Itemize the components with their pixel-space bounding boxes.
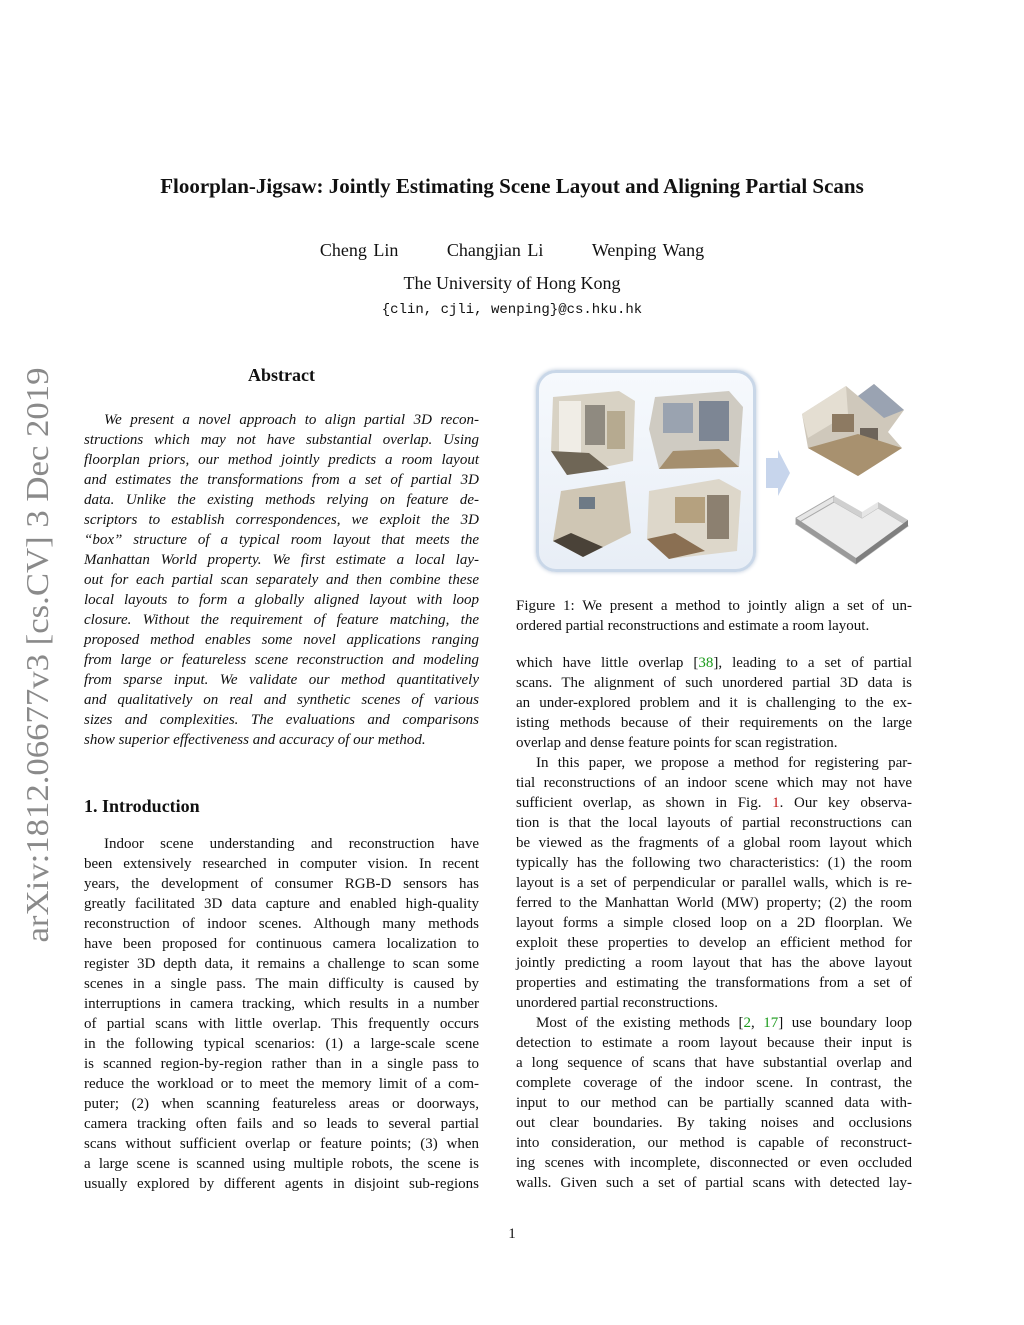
- arxiv-id: arXiv:1812.06677v3 [cs.CV] 3 Dec 2019: [19, 412, 55, 943]
- text-line: detection to estimate a room layout because their input is: [516, 1035, 912, 1051]
- text-line: scenes in a single pass. The main difficulty is caused by: [84, 976, 479, 992]
- text-line: jointly predicting a room layout that has the above layout: [516, 955, 912, 971]
- text-line: interruptions in camera tracking, which results in a number: [84, 996, 479, 1012]
- text-line: ordered partial reconstructions and estimate a room layout.: [516, 618, 870, 634]
- text-line: be viewed as the fragments of a global room layout which: [516, 835, 912, 851]
- text-line: Figure 1: We present a method to jointly align a set of un-: [516, 598, 912, 614]
- scan-thumbnail: [647, 479, 741, 559]
- text-line: In this paper, we propose a method for registering par-: [536, 755, 912, 771]
- text-line: layout forms a simple closed loop on a 2D floorplan. We: [516, 915, 912, 931]
- text-line: camera tracking often fails and so leads to several partial: [84, 1116, 479, 1132]
- section-heading: 1. Introduction: [84, 796, 200, 816]
- text-line: is scanned region-by-region rather than in a single pass to: [84, 1056, 479, 1072]
- text-line: local layouts to form a globally aligned layout with loop: [84, 592, 479, 608]
- text-line: walls. Given such a set of partial scans with detected lay-: [516, 1175, 912, 1191]
- figure-ref-link[interactable]: 1: [772, 795, 780, 811]
- text-line: typically has the following two characteristics: (1) the room: [516, 855, 912, 871]
- text-line: ferred to the Manhattan World (MW) property; (2) the room: [516, 895, 912, 911]
- text-line: closure. Without the requirement of feature matching, the: [84, 612, 479, 628]
- scan-thumbnail: [553, 481, 631, 557]
- text-line: a large scene is scanned using multiple robots, the scene is: [84, 1156, 479, 1172]
- text-line: into consideration, our method is capable of reconstruct-: [516, 1135, 912, 1151]
- text-line: show superior effectiveness and accuracy of our method.: [84, 732, 426, 748]
- text-line: complete coverage of the indoor scene. In contrast, the: [516, 1075, 912, 1091]
- text-line: unordered partial reconstructions.: [516, 995, 719, 1011]
- text-line: scans without sufficient overlap or feature points; (3) when: [84, 1136, 479, 1152]
- text-line: and qualitatively on real and synthetic scenes of various: [84, 692, 479, 708]
- figure-caption: [516, 596, 912, 636]
- text-line: have been proposed for continuous camera localization to: [84, 936, 479, 952]
- author-name: Wenping Wang: [591, 240, 705, 260]
- room-layout-render: [790, 472, 912, 577]
- text-line: tion is that the local layouts of partial reconstructions can: [516, 815, 912, 831]
- text-line: reconstruction of indoor scenes. Although many methods: [84, 916, 479, 932]
- text-line: in the following typical scenarios: (1) a large-scale scene: [84, 1036, 479, 1052]
- text-line: floorplan priors, our method jointly predicts a room layout: [84, 452, 479, 468]
- citation-link[interactable]: 2: [743, 1015, 751, 1031]
- text-line: proposed method enables some novel applications ranging: [84, 632, 479, 648]
- text-line: greatly facilitated 3D data capture and enabled high-quality: [84, 896, 479, 912]
- text-line: out clear boundaries. By taking noises and occlusions: [516, 1115, 912, 1131]
- text-line: We present a novel approach to align partial 3D recon-: [104, 412, 479, 428]
- text-line: Manhattan World property. We first estimate a local lay-: [84, 552, 479, 568]
- text-line: exploit these properties to develop an efficient method for: [516, 935, 912, 951]
- right-column-body: [516, 653, 912, 1193]
- text-line: scriptors to establish correspondences, we exploit the 3D: [84, 512, 479, 528]
- text-line: sizes and complexities. The evaluations and comparisons: [84, 712, 479, 728]
- author-name: Cheng Lin: [319, 240, 399, 260]
- text-line: a long sequence of scans that have substantial overlap and: [516, 1055, 912, 1071]
- text-line: an under-explored problem and it is challenging to the ex-: [516, 695, 912, 711]
- text-line: Indoor scene understanding and reconstruction have: [104, 836, 479, 852]
- abstract-heading: Abstract: [248, 365, 315, 385]
- abstract-body: [84, 410, 479, 750]
- text-line: sufficient overlap, as shown in Fig. 1. Our key observa-: [516, 795, 912, 811]
- text-line: tial reconstructions of an indoor scene which may not have: [516, 775, 912, 791]
- text-line: isting methods because of their requirements on the large: [516, 715, 912, 731]
- author-email: {clin, cjli, wenping}@cs.hku.hk: [381, 302, 643, 318]
- text-line: overlap and dense feature points for scan registration.: [516, 735, 838, 751]
- text-line: structions which may not have substantial overlap. Using: [84, 432, 479, 448]
- text-line: layout is a set of perpendicular or parallel walls, which is re-: [516, 875, 912, 891]
- text-line: scans. The alignment of such unordered partial 3D data is: [516, 675, 912, 691]
- text-line: from large or featureless scene reconstruction and modeling: [84, 652, 479, 668]
- affiliation: The University of Hong Kong: [403, 273, 621, 293]
- scan-thumbnail: [649, 391, 743, 469]
- text-line: ing scenes with incomplete, disconnected or even occluded: [516, 1155, 912, 1171]
- figure-1: [516, 368, 912, 593]
- text-line: input to our method can be partially scanned data with-: [516, 1095, 912, 1111]
- text-line: data. Unlike the existing methods relying on feature de-: [84, 492, 479, 508]
- partial-scans-illustration: [539, 373, 753, 569]
- text-line: Most of the existing methods [2, 17] use boundary loop: [536, 1015, 912, 1031]
- text-line: register 3D depth data, it remains a challenge to scan some: [84, 956, 479, 972]
- text-line: years, the development of consumer RGB-D sensors has: [84, 876, 479, 892]
- text-line: from sparse input. We validate our method quantitatively: [84, 672, 479, 688]
- author-list: [0, 240, 1024, 261]
- text-line: which have little overlap [38], leading to a set of partial: [516, 655, 912, 671]
- citation-link[interactable]: 17: [763, 1015, 779, 1031]
- text-line: “box” structure of a typical room layout that meets the: [84, 532, 479, 548]
- scan-thumbnail: [551, 391, 635, 475]
- intro-body: [84, 834, 479, 1194]
- text-line: reduce the workload or to meet the memory limit of a com-: [84, 1076, 479, 1092]
- text-line: puter; (2) when scanning featureless areas or doorways,: [84, 1096, 479, 1112]
- text-line: been extensively researched in computer vision. In recent: [84, 856, 479, 872]
- text-line: properties and estimating the transformations from a set of: [516, 975, 912, 991]
- text-line: and estimates the transformations from a set of partial 3D: [84, 472, 479, 488]
- text-line: out for each partial scan separately and then combine these: [84, 572, 479, 588]
- author-name: Changjian Li: [446, 240, 544, 260]
- partial-scans-panel: [536, 370, 756, 572]
- page-number: 1: [508, 1226, 516, 1242]
- paper-title: Floorplan-Jigsaw: Jointly Estimating Scene Layout and Aligning Partial Scans: [160, 174, 864, 198]
- citation-link[interactable]: 38: [698, 655, 714, 671]
- text-line: of partial scans with little overlap. This frequently occurs: [84, 1016, 479, 1032]
- text-line: usually explored by different agents in disjoint sub-regions: [84, 1176, 479, 1192]
- arxiv-stamp: [18, 350, 58, 960]
